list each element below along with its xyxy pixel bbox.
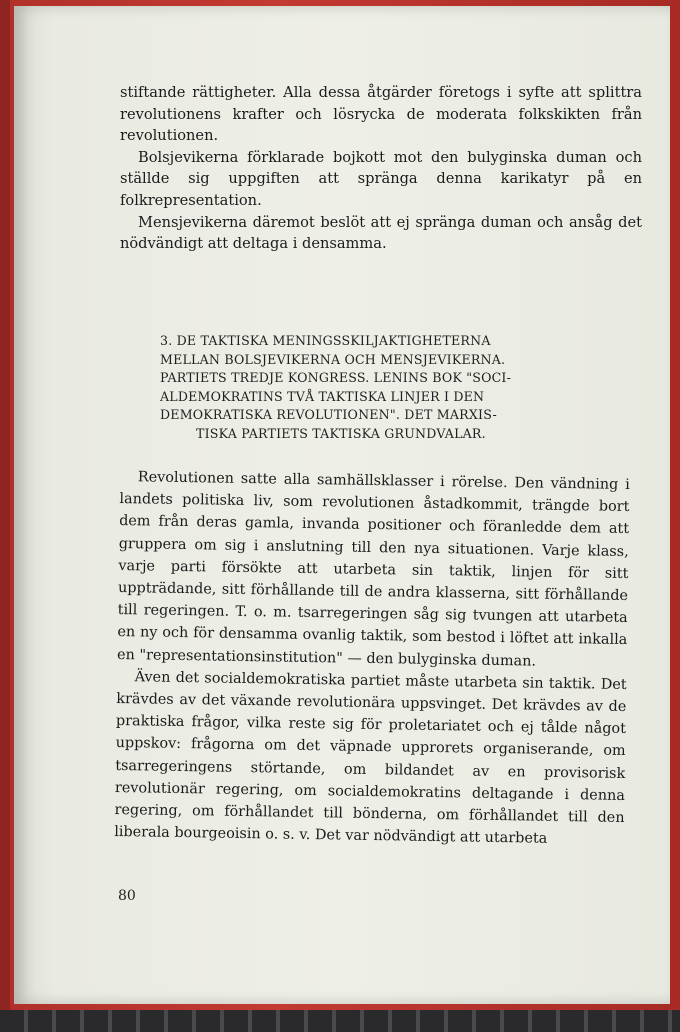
heading-line: PARTIETS TREDJE KONGRESS. LENINS BOK "SOCI-: [160, 370, 512, 386]
heading-line: 3. DE TAKTISKA MENINGSSKILJAKTIGHETERNA: [160, 333, 491, 348]
section-body: [114, 466, 630, 851]
heading-line: DEMOKRATISKA REVOLUTIONEN". DET MARXIS-: [160, 407, 497, 423]
page-number: 80: [118, 888, 136, 904]
paragraph-mensheviks: Mensjevikerna däremot beslöt att ej spränga duman och ansåg det nödvändigt att deltaga i densamma.: [120, 213, 642, 253]
paragraph-revolution: Revolutionen satte alla samhällsklasser i rörelse. Den vändning i landets politiska liv, som revolutionen åstadkommit, trängde bort dem från deras gamla, invanda positioner och föranledde dem att gruppera om sig i anslutning till den nya situationen. Varje klass, varje parti försökte att utarbeta sin taktik, linjen för sitt uppträdande, sitt förhållande till de andra klasserna, sitt förhållande till regeringen. T. o. m. tsarregeringen såg sig tvungen att utarbeta en ny och för densamma ovanlig taktik, som bestod i löftet att inkalla en "representationsinstitution" — den bulyginska duman.: [116, 469, 630, 670]
heading-line: MELLAN BOLSJEVIKERNA OCH MENSJEVIKERNA.: [160, 351, 506, 367]
paragraph-social-democratic: Även det socialdemokratiska partiet måste utarbeta sin taktik. Det krävdes av det växande revolutionära uppsvinget. Det krävdes av de praktiska frågor, vilka reste sig för proletariatet och ej tålde något uppskov: frågorna om det väpnade upprorets organiserande, om tsarregeringens störtande, om bildandet av en provisorisk revolutionär regering, om socialdemokratins deltagande i denna regering, om förhållandet till bönderna, om förhållandet till den liberala bourgeoisin o. s. v. Det var nödvändigt att utarbeta: [114, 669, 627, 848]
cover-spine-edge: [0, 0, 10, 1010]
paragraph-bolsheviks: Bolsjevikerna förklarade bojkott mot den bulyginska duman och ställde sig uppgiften att spränga denna karikatyr på en folkrepresentation.: [120, 148, 642, 209]
heading-line: ALDEMOKRATINS TVÅ TAKTISKA LINJER I DEN: [160, 388, 485, 404]
keyboard-edge: [0, 1010, 680, 1032]
paragraph-rights: stiftande rättigheter. Alla dessa åtgärder företogs i syfte att splittra revolutionens krafter och lösrycka de moderata folkskikten från revolutionen.: [120, 84, 642, 145]
section-heading: [160, 332, 620, 444]
top-text-block: [120, 82, 642, 255]
heading-line: TISKA PARTIETS TAKTISKA GRUNDVALAR.: [196, 425, 486, 441]
